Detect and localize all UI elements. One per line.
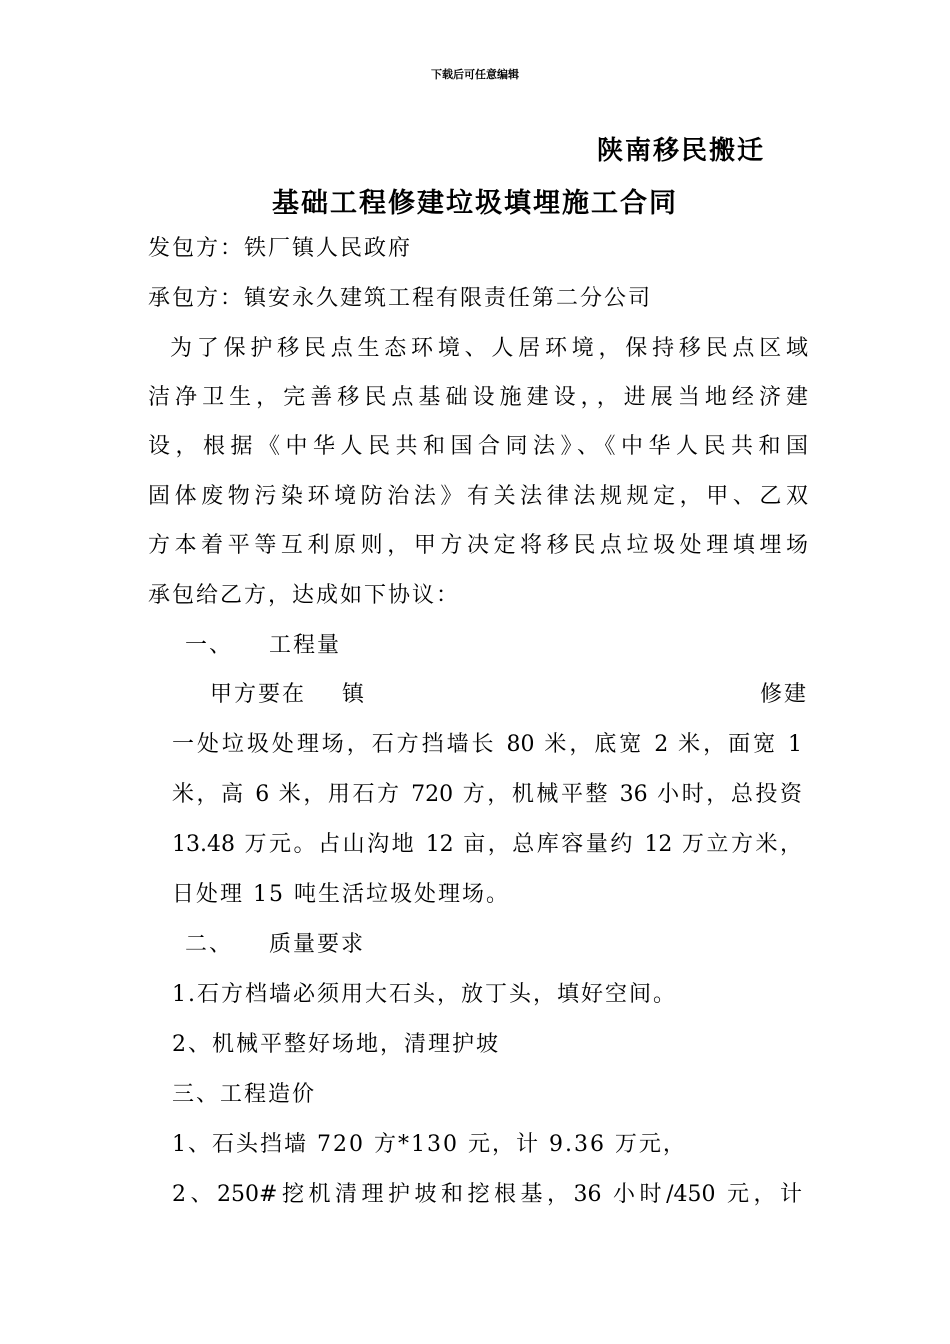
section-2-title: 质量要求 <box>269 932 366 957</box>
section-3-heading: 三、工程造价 <box>172 1082 317 1107</box>
preamble-line: 方本着平等互利原则，甲方决定将移民点垃圾处理填埋场 <box>148 533 808 558</box>
section-2-item: 2、机械平整好场地，清理护坡 <box>172 1032 500 1057</box>
section-1-number: 一、 <box>185 633 234 658</box>
section-2-item: 1.石方档墙必须用大石头，放丁头，填好空间。 <box>172 982 677 1007</box>
section-2-number: 二、 <box>185 932 234 957</box>
section-1-body-line: 一处垃圾处理场，石方挡墙长 80 米，底宽 2 米，面宽 1 <box>172 732 802 757</box>
preamble-line: 设，根据《中华人民共和国合同法》、《中华人民共和国 <box>148 434 808 459</box>
header-note: 下载后可任意编辑 <box>431 68 519 81</box>
section-1-body-line: 米，高 6 米，用石方 720 方，机械平整 36 小时，总投资 <box>172 782 802 807</box>
section-1-body-line: 日处理 15 吨生活垃圾处理场。 <box>172 882 510 907</box>
section-3-item: 1、石头挡墙 720 方*130 元，计 9.36 万元， <box>172 1132 687 1157</box>
preamble-line: 洁净卫生，完善移民点基础设施建设，，进展当地经济建 <box>148 385 808 410</box>
preamble-line: 为了保护移民点生态环境、人居环境，保持移民点区域 <box>170 336 808 361</box>
party-a: 发包方：铁厂镇人民政府 <box>148 236 413 261</box>
section-1-line-right: 修建 <box>759 682 808 707</box>
preamble-line: 承包给乙方，达成如下协议： <box>148 583 461 608</box>
title-line-1: 陕南移民搬迁 <box>597 136 766 166</box>
section-1-title: 工程量 <box>269 633 342 658</box>
section-1-body-line: 13.48 万元。占山沟地 12 亩，总库容量约 12 万立方米， <box>172 832 802 857</box>
preamble-line: 固体废物污染环境防治法》有关法律法规规定，甲、乙双 <box>148 484 808 509</box>
section-3-item: 2、250#挖机清理护坡和挖根基，36 小时/450 元，计 <box>172 1182 802 1207</box>
section-2-heading <box>185 930 845 960</box>
title-line-2: 基础工程修建垃圾填埋施工合同 <box>272 188 678 219</box>
party-b: 承包方：镇安永久建筑工程有限责任第二分公司 <box>148 286 653 311</box>
section-1-first-line <box>210 680 808 710</box>
section-1-heading <box>185 631 845 661</box>
section-1-line-left: 甲方要在 镇 <box>210 682 366 707</box>
